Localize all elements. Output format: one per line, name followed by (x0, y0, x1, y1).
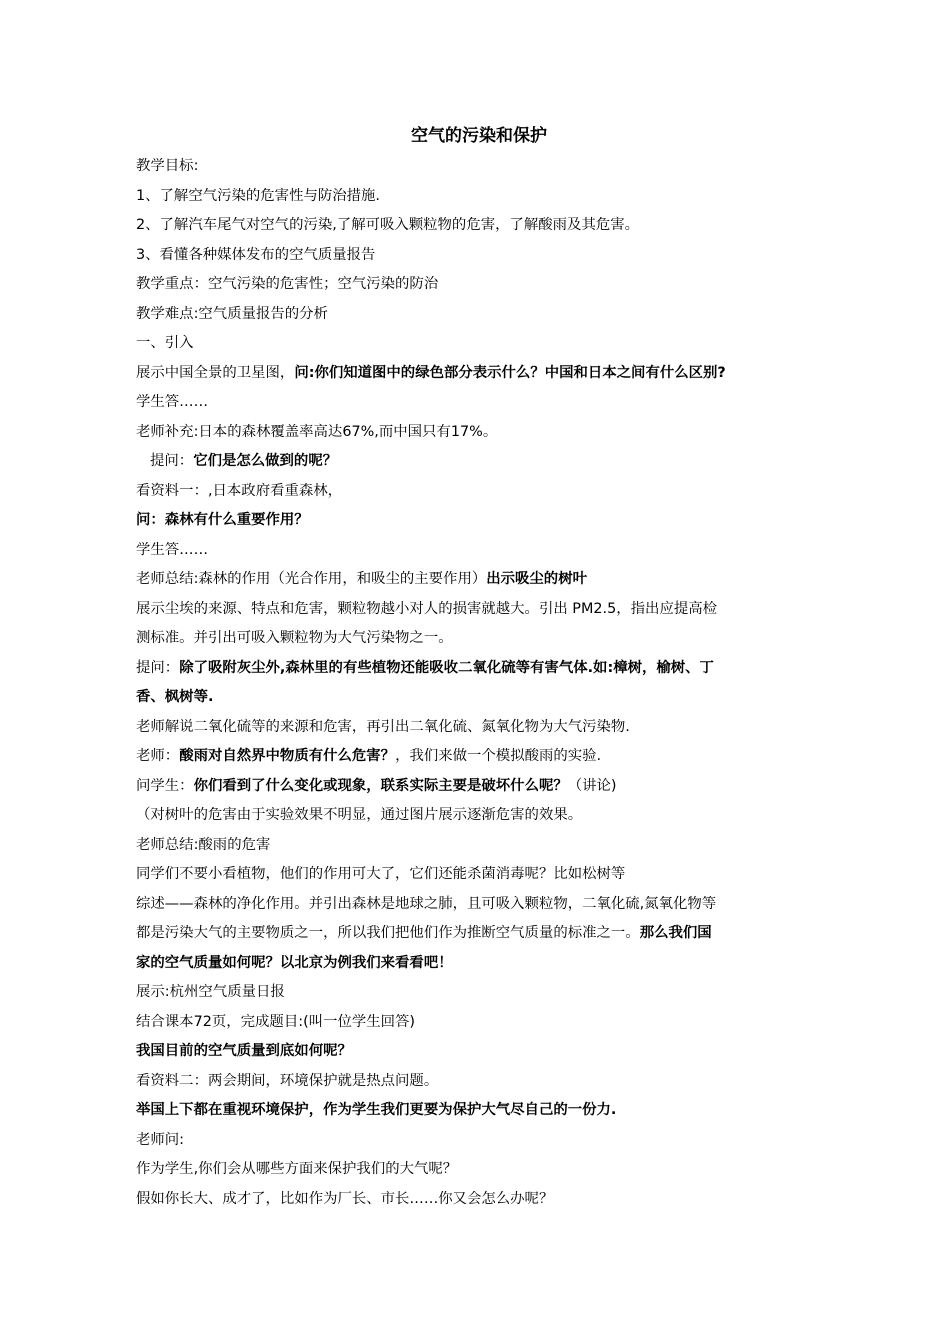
text-run: 同学们不要小看植物，他们的作用可大了，它们还能杀菌消毒呢？比如松树等 (136, 866, 626, 882)
text-run: 假如你长大、成才了，比如作为厂长、市长……你又会怎么办呢？ (136, 1190, 554, 1207)
text-line (136, 1096, 822, 1126)
text-run: 老师补充:日本的森林覆盖率高达67%,而中国只有17%。 (136, 423, 498, 440)
text-run: 看资料一：,日本政府看重森林， (136, 482, 343, 499)
text-run: 展示:杭州空气质量日报 (136, 984, 285, 1000)
text-run: 教学重点：空气污染的危害性；空气污染的防治 (136, 276, 439, 292)
text-line (136, 506, 822, 536)
text-run: 看资料二：两会期间，环境保护就是热点问题。 (136, 1072, 439, 1089)
bold-text-run: 问:你们知道图中的绿色部分表示什么？中国和日本之间有什么区别? (294, 364, 726, 381)
text-line (136, 1126, 822, 1156)
text-line (136, 270, 822, 300)
text-line (136, 182, 822, 212)
text-run: 2、了解汽车尾气对空气的污染,了解可吸入颗粒物的危害，了解酸雨及其危害。 (136, 217, 640, 233)
text-line (136, 978, 822, 1008)
text-line (136, 447, 822, 477)
text-line (136, 742, 822, 772)
bold-text-run: 它们是怎么做到的呢？ (193, 453, 338, 469)
text-line (136, 1037, 822, 1067)
text-line (136, 1155, 822, 1185)
text-run: 综述——森林的净化作用。并引出森林是地球之肺，且可吸入颗粒物，二氧化硫,氮氧化物等 (136, 895, 717, 912)
document-page (136, 124, 822, 1214)
text-run: 提问： (136, 659, 180, 676)
text-line (136, 565, 822, 595)
text-run: 提问： (150, 453, 194, 469)
text-line (136, 831, 822, 861)
text-run: ，我们来做一个模拟酸雨的实验. (395, 748, 602, 764)
text-run: 测标准。并引出可吸入颗粒物为大气污染物之一。 (136, 630, 453, 646)
text-run: 教学目标: (136, 158, 199, 174)
text-line (136, 860, 822, 890)
text-line (136, 536, 822, 566)
text-line (136, 388, 822, 418)
bold-text-run: 家的空气质量如何呢？以北京为例我们来看看吧！ (136, 954, 453, 971)
text-line (136, 595, 822, 625)
text-line (136, 919, 822, 949)
text-line (136, 654, 822, 684)
text-line (136, 1185, 822, 1215)
text-line (136, 713, 822, 743)
text-line (136, 329, 822, 359)
document-title: 空气的污染和保护 (411, 126, 547, 146)
text-run: 学生答…… (136, 394, 208, 410)
text-run: 老师总结:森林的作用（光合作用，和吸尘的主要作用） (136, 571, 487, 587)
text-line (136, 211, 822, 241)
text-run: 作为学生,你们会从哪些方面来保护我们的大气呢？ (136, 1161, 458, 1177)
text-line (136, 949, 822, 979)
text-run: 1、了解空气污染的危害性与防治措施. (136, 187, 380, 204)
text-run: 展示尘埃的来源、特点和危害，颗粒物越小对人的损害就越大。引出 PM2.5，指出应提高检 (136, 600, 718, 617)
text-run: 3、看懂各种媒体发布的空气质量报告 (136, 246, 376, 263)
bold-text-run: 举国上下都在重视环境保护，作为学生我们更要为保护大气尽自己的一份力. (136, 1102, 617, 1118)
bold-text-run: 我国目前的空气质量到底如何呢？ (136, 1043, 352, 1059)
text-run: 老师问: (136, 1131, 185, 1148)
text-line (136, 890, 822, 920)
bold-text-run: 除了吸附灰尘外,森林里的有些植物还能吸收二氧化硫等有害气体.如:樟树，榆树、丁 (179, 659, 714, 676)
text-line (136, 772, 822, 802)
text-run: 展示中国全景的卫星图， (136, 364, 295, 381)
bold-text-run: 问：森林有什么重要作用？ (136, 512, 309, 528)
text-line (136, 683, 822, 713)
text-line (136, 418, 822, 448)
text-run: 问学生： (136, 777, 194, 794)
bold-text-run: 香、枫树等. (136, 689, 214, 705)
text-run: 结合课本72页，完成题目:(叫一位学生回答) (136, 1013, 416, 1030)
text-run: 教学难点:空气质量报告的分析 (136, 305, 328, 322)
text-line (136, 152, 822, 182)
text-line (136, 801, 822, 831)
text-line (136, 477, 822, 507)
text-line (136, 1067, 822, 1097)
text-run: 都是污染大气的主要物质之一，所以我们把他们作为推断空气质量的标准之一。 (136, 925, 640, 941)
text-line (136, 241, 822, 271)
text-line (136, 359, 822, 389)
text-run: 学生答…… (136, 541, 208, 558)
text-run: （对树叶的危害由于实验效果不明显，通过图片展示逐渐危害的效果。 (136, 807, 583, 823)
text-run: 老师总结:酸雨的危害 (136, 836, 271, 853)
bold-text-run: 你们看到了什么变化或现象，联系实际主要是破坏什么呢？ (193, 777, 568, 794)
text-run: 老师： (136, 748, 180, 764)
text-run: 老师解说二氧化硫等的来源和危害，再引出二氧化硫、氮氧化物为大气污染物. (136, 718, 630, 735)
text-line (136, 300, 822, 330)
text-line (136, 1008, 822, 1038)
text-run: 一、引入 (136, 335, 194, 351)
document-body (136, 152, 822, 1214)
bold-text-run: 出示吸尘的树叶 (486, 571, 587, 587)
text-line (136, 624, 822, 654)
bold-text-run: 酸雨对自然界中物质有什么危害？ (179, 748, 396, 764)
bold-text-run: 那么我们国 (639, 925, 712, 941)
text-run: （讲论) (567, 777, 617, 794)
